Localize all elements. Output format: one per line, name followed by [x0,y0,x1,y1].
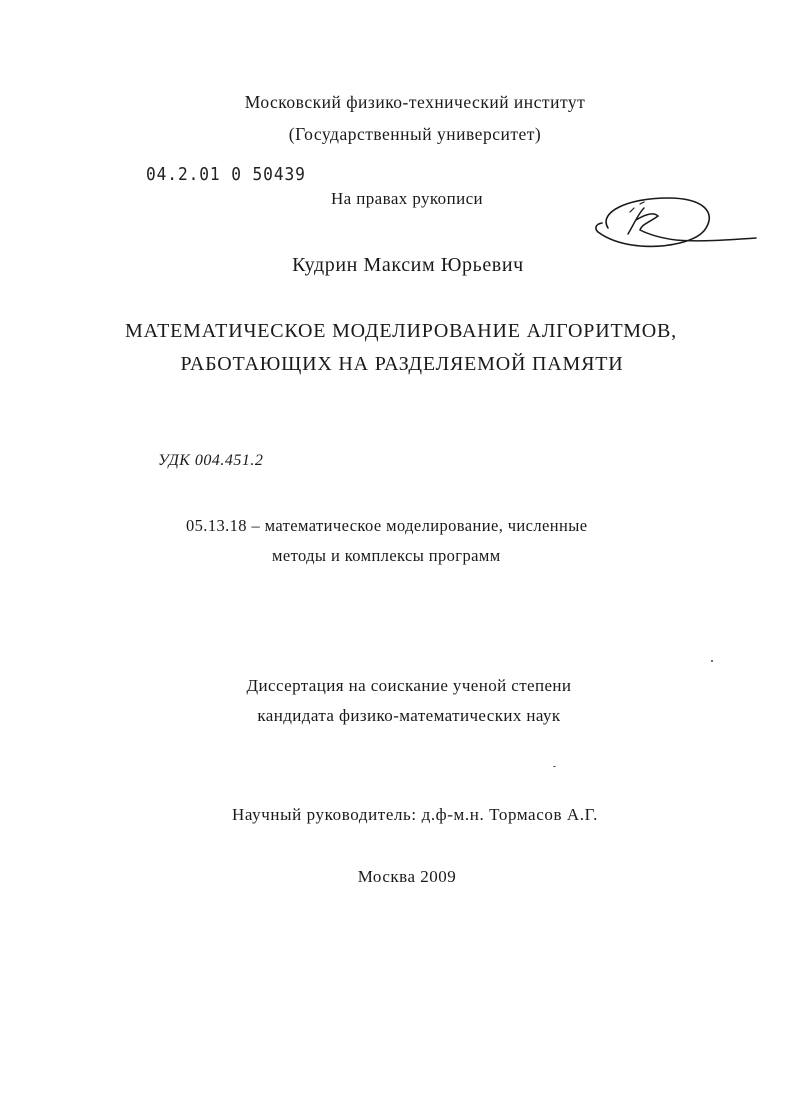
scan-speck [553,766,556,767]
author-name: Кудрин Максим Юрьевич [292,254,524,276]
city-and-year: Москва 2009 [357,867,457,886]
degree-line-1: Диссертация на соискание ученой степени [246,676,572,695]
university-status: (Государственный университет) [288,124,542,144]
dissertation-title-line-1: МАТЕМАТИЧЕСКОЕ МОДЕЛИРОВАНИЕ АЛГОРИТМОВ, [125,320,677,342]
dissertation-title-line-2: РАБОТАЮЩИХ НА РАЗДЕЛЯЕМОЙ ПАМЯТИ [180,353,624,375]
specialty-line-2: методы и комплексы программ [272,546,501,565]
scan-speck [711,660,713,662]
institute-name: Московский физико-технический институт [244,92,586,112]
registry-stamp: 04.2.01 0 50439 [146,164,306,185]
manuscript-rights-label: На правах рукописи [331,189,484,208]
scientific-advisor: Научный руководитель: д.ф-м.н. Тормасов А.Г. [231,805,599,824]
udc-code: УДК 004.451.2 [158,452,264,469]
degree-line-2: кандидата физико-математических наук [257,706,561,725]
specialty-line-1: 05.13.18 – математическое моделирование, численные [186,516,588,535]
author-signature [588,190,758,260]
